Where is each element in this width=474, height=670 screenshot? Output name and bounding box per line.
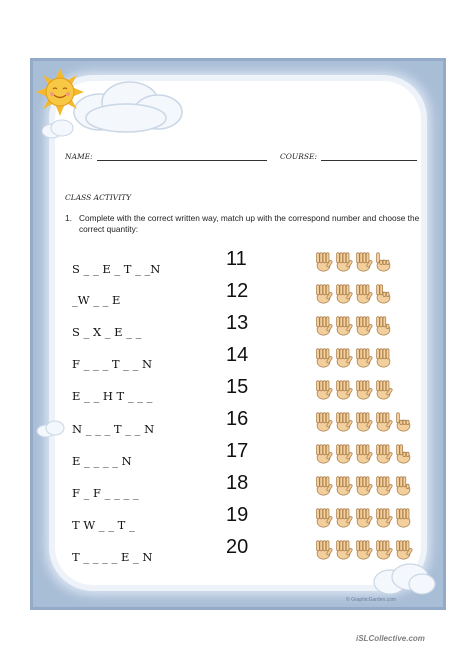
open-hand-icon [354, 282, 373, 304]
number-item[interactable]: 12 [226, 280, 249, 302]
open-hand-icon [314, 378, 333, 400]
counting-hand-icon [394, 506, 413, 528]
word-item[interactable]: F _ F _ _ _ _ [72, 486, 139, 500]
small-cloud-icon [40, 118, 76, 140]
number-item[interactable]: 19 [226, 504, 249, 526]
word-item[interactable]: E _ _ _ _ N [72, 454, 132, 468]
open-hand-icon [354, 314, 373, 336]
small-cloud-icon [36, 420, 66, 438]
open-hand-icon [314, 442, 333, 464]
hand-group[interactable] [314, 408, 406, 434]
open-hand-icon [314, 506, 333, 528]
hand-group[interactable] [314, 504, 406, 530]
open-hand-icon [374, 538, 393, 560]
hand-group[interactable] [314, 248, 406, 274]
hand-group[interactable] [314, 536, 406, 562]
word-item[interactable]: S _ X _ E _ _ [72, 325, 142, 339]
open-hand-icon [374, 378, 393, 400]
counting-hand-icon [374, 314, 393, 336]
number-item[interactable]: 18 [226, 472, 249, 494]
open-hand-icon [314, 474, 333, 496]
open-hand-icon [354, 538, 373, 560]
hand-group[interactable] [314, 440, 406, 466]
open-hand-icon [354, 250, 373, 272]
counting-hand-icon [374, 250, 393, 272]
counting-hand-icon [394, 474, 413, 496]
open-hand-icon [334, 282, 353, 304]
hand-group[interactable] [314, 472, 406, 498]
word-item[interactable]: F _ _ _ T _ _ N [72, 357, 153, 371]
number-item[interactable]: 11 [226, 248, 247, 270]
instruction-number: 1. [65, 213, 72, 223]
open-hand-icon [394, 538, 413, 560]
name-course-row [65, 152, 425, 166]
open-hand-icon [334, 474, 353, 496]
open-hand-icon [354, 474, 373, 496]
cloud-illustration [372, 562, 436, 596]
open-hand-icon [354, 442, 373, 464]
activity-title: CLASS ACTIVITY [65, 193, 132, 202]
word-item[interactable]: E _ _ H T _ _ _ [72, 389, 153, 403]
word-item[interactable]: T W _ _ T _ [72, 518, 135, 532]
open-hand-icon [354, 506, 373, 528]
counting-hand-icon [374, 346, 393, 368]
course-field[interactable] [321, 160, 417, 161]
open-hand-icon [354, 346, 373, 368]
open-hand-icon [334, 314, 353, 336]
open-hand-icon [354, 410, 373, 432]
open-hand-icon [314, 346, 333, 368]
number-item[interactable]: 15 [226, 376, 249, 398]
word-item[interactable]: S _ _ E _ T _ _N [72, 262, 161, 276]
name-label: NAME: [65, 152, 93, 161]
open-hand-icon [334, 346, 353, 368]
open-hand-icon [334, 538, 353, 560]
site-watermark: iSLCollective.com [356, 634, 425, 643]
counting-hand-icon [394, 442, 413, 464]
number-item[interactable]: 17 [226, 440, 249, 462]
open-hand-icon [334, 250, 353, 272]
sun-icon [36, 68, 84, 116]
course-label: COURSE: [280, 152, 317, 161]
open-hand-icon [314, 282, 333, 304]
open-hand-icon [334, 506, 353, 528]
counting-hand-icon [394, 410, 413, 432]
number-item[interactable]: 14 [226, 344, 249, 366]
hand-group[interactable] [314, 344, 406, 370]
open-hand-icon [354, 378, 373, 400]
counting-hand-icon [374, 282, 393, 304]
open-hand-icon [374, 442, 393, 464]
word-item[interactable]: N _ _ _ T _ _ N [72, 422, 155, 436]
name-field[interactable] [97, 160, 267, 161]
open-hand-icon [314, 250, 333, 272]
number-item[interactable]: 20 [226, 536, 249, 558]
number-item[interactable]: 16 [226, 408, 249, 430]
hand-group[interactable] [314, 312, 406, 338]
open-hand-icon [314, 314, 333, 336]
hand-group[interactable] [314, 376, 406, 402]
open-hand-icon [374, 474, 393, 496]
word-item[interactable]: _W _ _ E [72, 293, 121, 307]
open-hand-icon [314, 538, 333, 560]
open-hand-icon [334, 410, 353, 432]
cloud-illustration [70, 78, 184, 134]
hand-group[interactable] [314, 280, 406, 306]
artist-credit: © GraphicGarden.com [346, 597, 397, 603]
open-hand-icon [374, 506, 393, 528]
number-item[interactable]: 13 [226, 312, 249, 334]
word-item[interactable]: T _ _ _ _ E _ N [72, 550, 153, 564]
open-hand-icon [314, 410, 333, 432]
open-hand-icon [334, 442, 353, 464]
instruction-text: Complete with the correct written way, match up with the correspond number and choose the correct quantity: [79, 213, 420, 234]
open-hand-icon [334, 378, 353, 400]
open-hand-icon [374, 410, 393, 432]
